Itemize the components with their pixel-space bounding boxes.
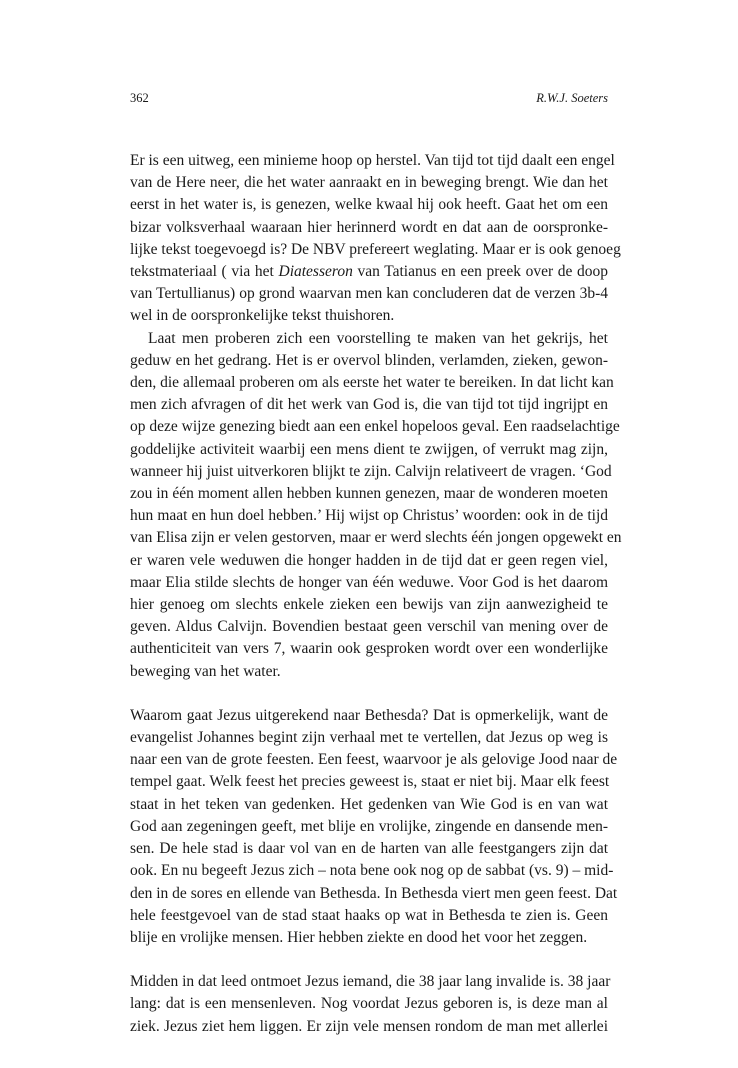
text-line: staat in het teken van gedenken. Het gedenken van Wie God is en van wat	[130, 795, 608, 813]
text-line: Waarom gaat Jezus uitgerekend naar Bethesda? Dat is opmerkelijk, want de	[130, 706, 608, 724]
text-line: den, die allemaal proberen om als eerste het water te bereiken. In dat licht kan	[130, 374, 614, 392]
text-line: blije en vrolijke mensen. Hier hebben ziekte en dood het voor het zeggen.	[130, 928, 588, 946]
text-line: op deze wijze genezing biedt aan een enkel hopeloos geval. Een raadselachtige	[130, 418, 620, 436]
body-text	[130, 150, 622, 1038]
page-number: 362	[130, 91, 149, 105]
text-line: maar Elia stilde slechts de honger van één weduwe. Voor God is het daarom	[130, 573, 608, 591]
text-line: ziek. Jezus ziet hem liggen. Er zijn vele mensen rondom de man met allerlei	[130, 1017, 608, 1035]
text-line: lijke tekst toegevoegd is? De NBV prefereert weglating. Maar er is ook genoeg	[130, 240, 621, 258]
text-line: zou in één moment allen hebben kunnen genezen, maar de wonderen moeten	[130, 485, 608, 503]
text-line: eerst in het water is, is genezen, welke kwaal hij ook heeft. Gaat het om een	[130, 196, 608, 214]
running-head-author: R.W.J. Soeters	[536, 91, 608, 105]
text-line: van de Here neer, die het water aanraakt en in beweging brengt. Wie dan het	[130, 174, 608, 192]
text-line: geduw en het gedrang. Het is er overvol blinden, verlamden, zieken, gewon-	[130, 351, 608, 369]
paragraph-3	[130, 705, 618, 949]
text-line: tempel gaat. Welk feest het precies geweest is, staat er niet bij. Maar elk feest	[130, 773, 610, 791]
text-line: Midden in dat leed ontmoet Jezus iemand, die 38 jaar lang invalide is. 38 jaar	[130, 973, 611, 991]
text-line: hele feestgevoel van de stad staat haaks op wat in Bethesda te zien is. Geen	[130, 906, 608, 924]
text-line-italic-title: tekstmateriaal ( via het Diatesseron van Tatianus en een preek over de doop	[130, 263, 609, 281]
text-line: lang: dat is een mensenleven. Nog voordat Jezus geboren is, is deze man al	[130, 995, 608, 1013]
paragraph-1	[130, 150, 621, 328]
text-line: wanneer hij juist uitverkoren blijkt te zijn. Calvijn relativeert de vragen. ‘God	[130, 462, 612, 480]
text-line: wel in de oorspronkelijke tekst thuishoren.	[130, 307, 395, 325]
text-line: van Elisa zijn er velen gestorven, maar er werd slechts één jongen opgewekt en	[130, 529, 622, 547]
text-line: Laat men proberen zich een voorstelling te maken van het gekrijs, het	[148, 329, 608, 347]
text-line: God aan zegeningen geeft, met blije en vrolijke, zingende en dansende men-	[130, 817, 608, 835]
text-line: ook. En nu begeeft Jezus zich – nota bene ook nog op de sabbat (vs. 9) – mid-	[130, 862, 614, 880]
text-line: naar een van de grote feesten. Een feest, waarvoor je als gelovige Jood naar de	[130, 751, 618, 769]
text-line: bizar volksverhaal waaraan hier herinnerd wordt en dat aan de oorspronke-	[130, 218, 608, 236]
text-line: van Tertullianus) op grond waarvan men kan concluderen dat de verzen 3b-4	[130, 285, 608, 303]
page-header	[130, 91, 608, 111]
text-line: authenticiteit van vers 7, waarin ook gesproken wordt over een wonderlijke	[130, 640, 608, 658]
text-line: Er is een uitweg, een minieme hoop op herstel. Van tijd tot tijd daalt een engel	[130, 152, 615, 169]
text-line: geven. Aldus Calvijn. Bovendien bestaat geen verschil van mening over de	[130, 618, 608, 636]
text-line: evangelist Johannes begint zijn verhaal met te vertellen, dat Jezus op weg is	[130, 729, 608, 747]
text-line: hier genoeg om slechts enkele zieken een bewijs van zijn aanwezigheid te	[130, 596, 608, 614]
text-line: men zich afvragen of dit het werk van God is, die van tijd tot tijd ingrijpt en	[130, 396, 608, 414]
text-line: sen. De hele stad is daar vol van en de harten van alle feestgangers zijn dat	[130, 840, 608, 858]
text-line: goddelijke activiteit waarbij een mens dient te zwijgen, of verrukt mag zijn,	[130, 440, 608, 458]
italic-title: Diatesseron	[278, 263, 353, 281]
text-line: beweging van het water.	[130, 662, 281, 680]
paragraph-2	[130, 328, 622, 683]
text-line: den in de sores en ellende van Bethesda. In Bethesda viert men geen feest. Dat	[130, 884, 618, 902]
text-line: hun maat en hun doel hebben.’ Hij wijst op Christus’ woorden: ook in de tijd	[130, 507, 608, 525]
paragraph-4	[130, 971, 611, 1038]
text-line: er waren vele weduwen die honger hadden in de tijd dat er geen regen viel,	[130, 551, 608, 569]
